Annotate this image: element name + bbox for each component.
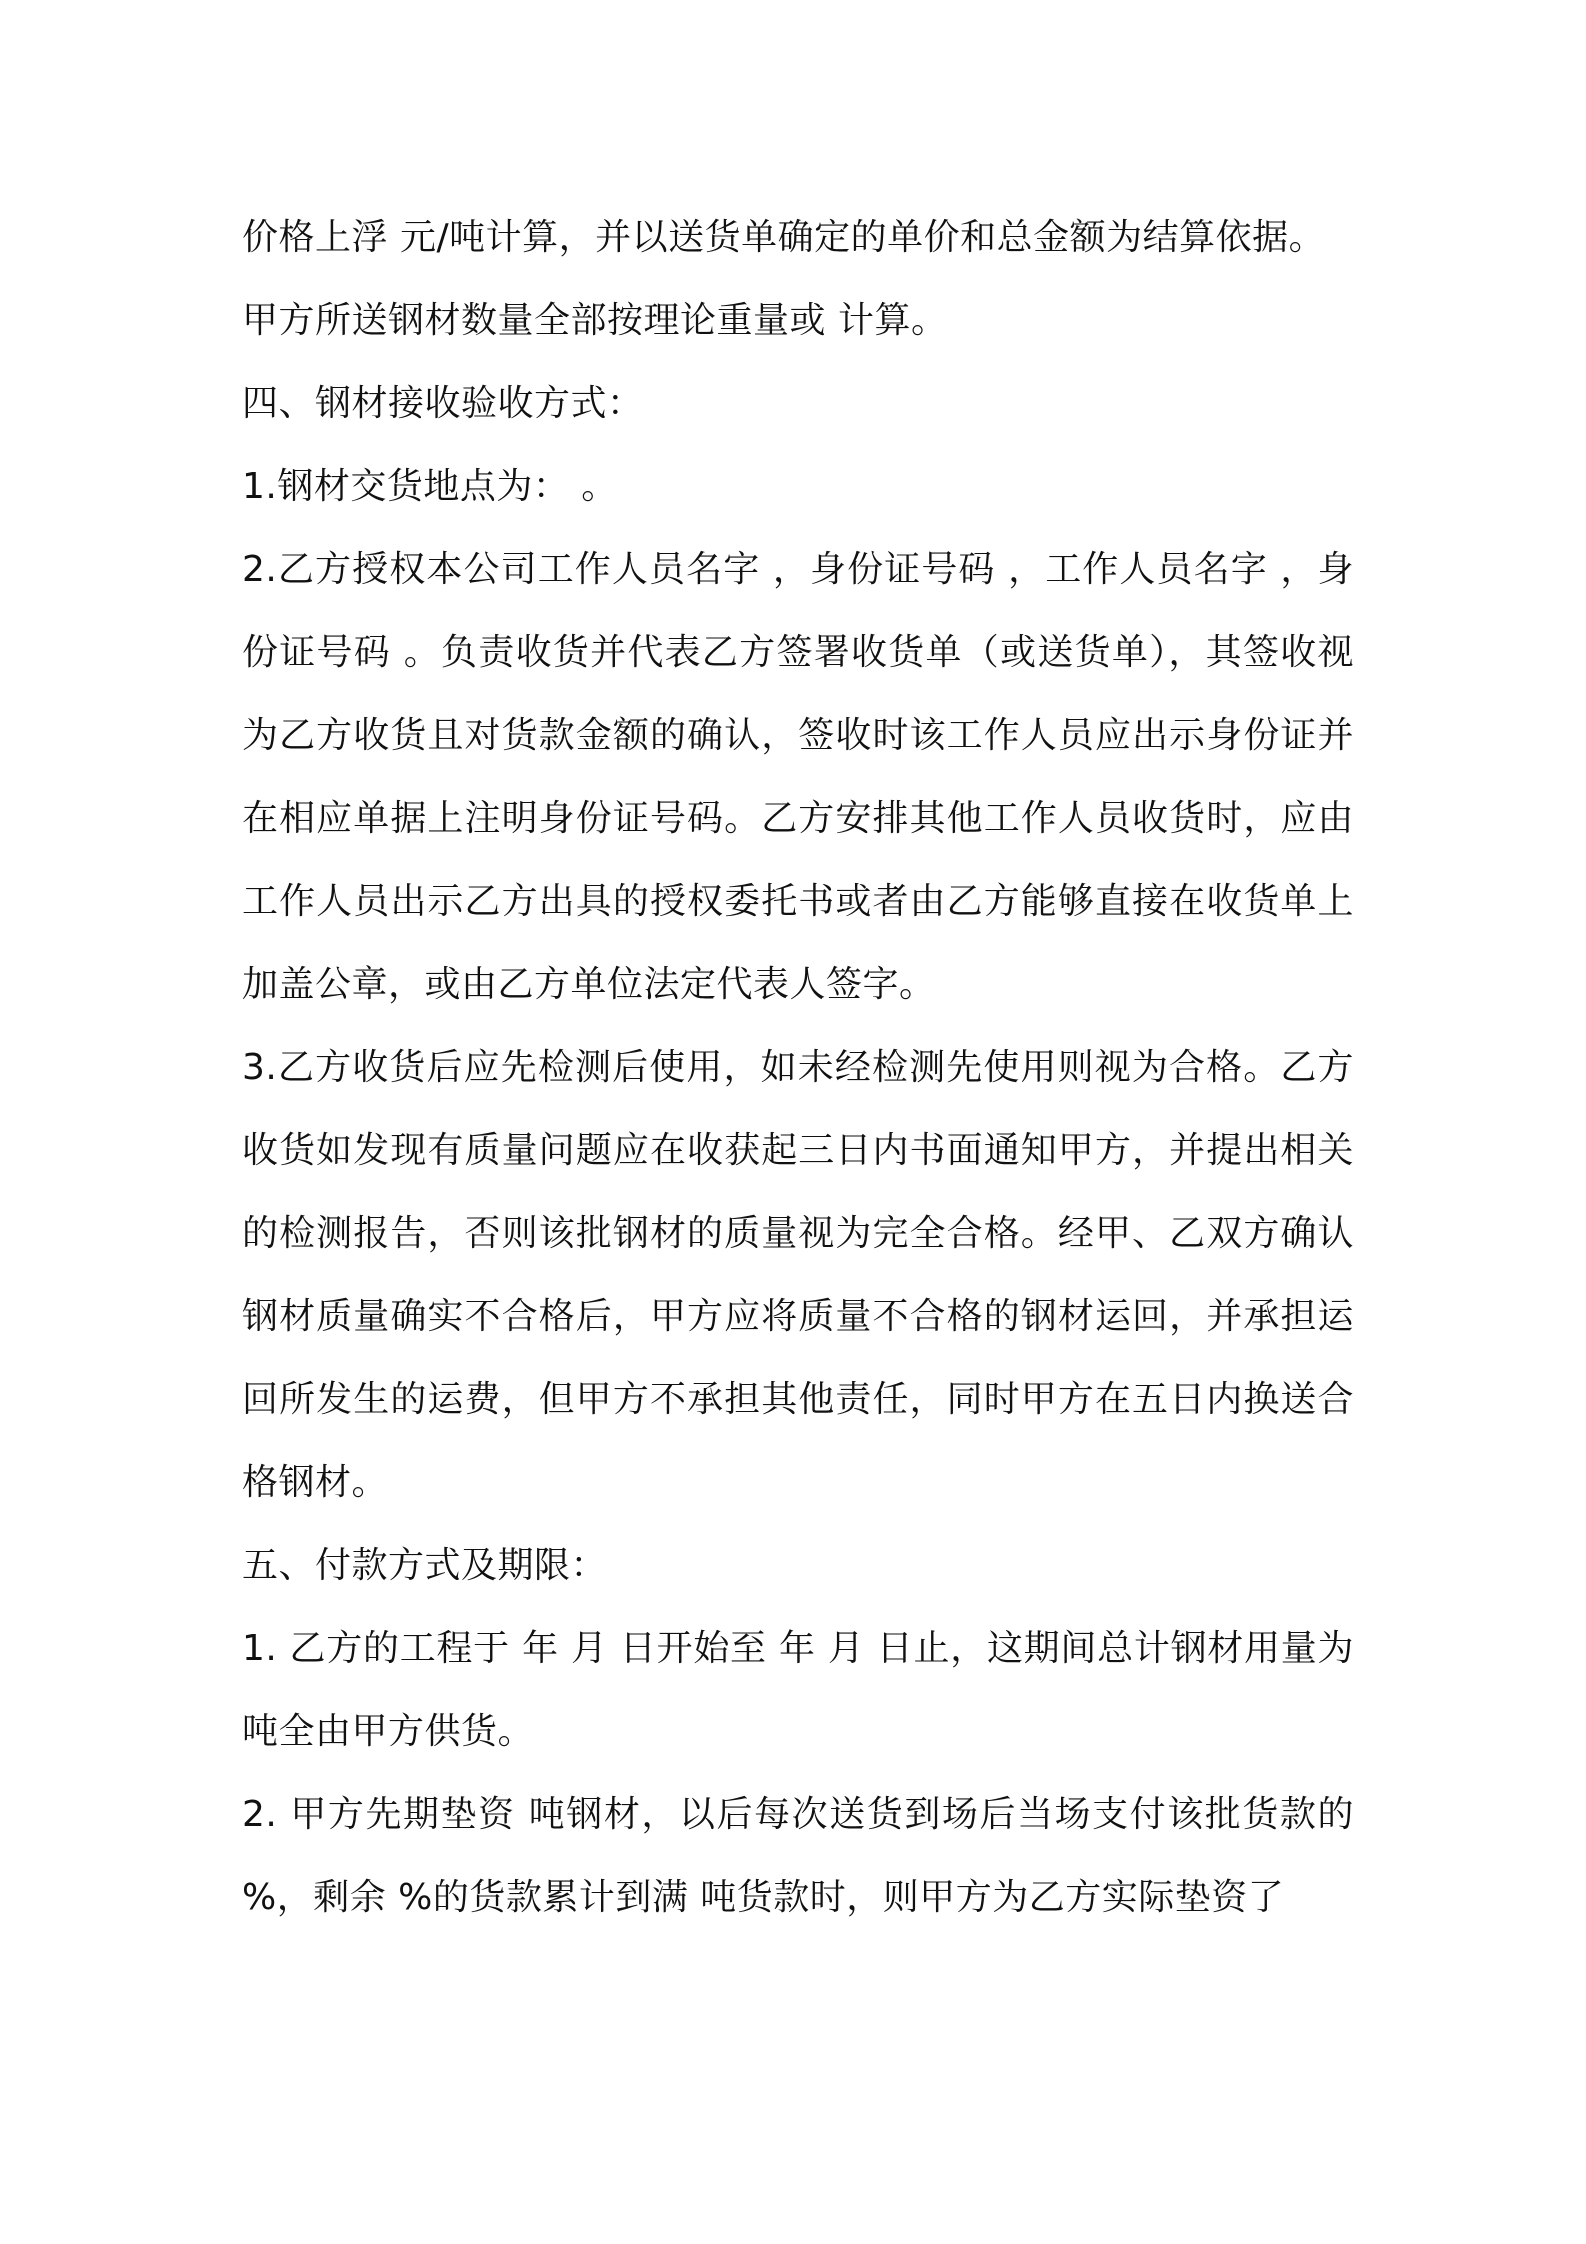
clause-advance-payment: 2. 甲方先期垫资 吨钢材，以后每次送货到场后当场支付该批货款的 %，剩余 %的货款累计到满 吨货款时，则甲方为乙方实际垫资了 bbox=[242, 1794, 1354, 1918]
clause-delivery-location: 1.钢材交货地点为： 。 bbox=[242, 466, 618, 507]
clause-quality-inspection: 3.乙方收货后应先检测后使用，如未经检测先使用则视为合格。乙方收货如发现有质量问题应在收获起三日内书面通知甲方，并提出相关的检测报告，否则该批钢材的质量视为完全合格。经甲、乙双方确认钢材质量确实不合格后，甲方应将质量不合格的钢材运回，并承担运回所发生的运费，但甲方不承担其他责任，同时甲方在五日内换送合格钢材。 bbox=[242, 1047, 1354, 1503]
section-heading-payment: 五、付款方式及期限： bbox=[242, 1545, 608, 1586]
paragraph-price-increase: 价格上浮 元/吨计算，并以送货单确定的单价和总金额为结算依据。 bbox=[242, 217, 1326, 258]
contract-page-body bbox=[242, 196, 1354, 1939]
clause-authorized-receiver: 2.乙方授权本公司工作人员名字 ，身份证号码 ，工作人员名字 ，身份证号码 。负责收货并代表乙方签署收货单（或送货单），其签收视为乙方收货且对货款金额的确认，签收时该工作人员应出示身份证并在相应单据上注明身份证号码。乙方安排其他工作人员收货时，应由工作人员出示乙方出具的授权委托书或者由乙方能够直接在收货单上加盖公章，或由乙方单位法定代表人签字。 bbox=[242, 549, 1354, 1005]
clause-project-period: 1. 乙方的工程于 年 月 日开始至 年 月 日止，这期间总计钢材用量为 吨全由甲方供货。 bbox=[242, 1628, 1354, 1752]
paragraph-quantity-calculation: 甲方所送钢材数量全部按理论重量或 计算。 bbox=[242, 300, 948, 341]
section-heading-acceptance: 四、钢材接收验收方式： bbox=[242, 383, 644, 424]
